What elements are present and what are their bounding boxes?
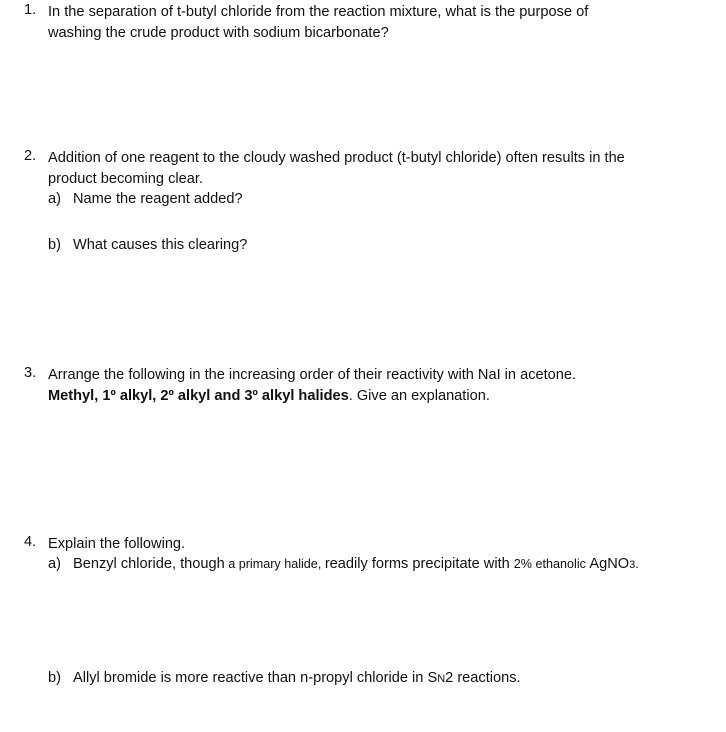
sub-question-text: 2% ethanolic — [513, 557, 590, 571]
question-text-line: Addition of one reagent to the cloudy washed product (t-butyl chloride) often results in the — [48, 150, 625, 166]
sub-question-b — [48, 670, 521, 686]
sub-question-letter: a) — [48, 556, 61, 572]
question-text-line — [48, 386, 714, 407]
question-number: 4. — [24, 534, 37, 550]
halide-list: Methyl, 1º alkyl, 2º alkyl and 3º alkyl halides — [48, 388, 349, 404]
sub-question-text: Benzyl chloride, though — [73, 556, 225, 572]
question-number: 3. — [24, 365, 37, 381]
question-number: 1. — [24, 2, 37, 18]
sub-question-text: Name the reagent added? — [73, 191, 243, 207]
sub-question-letter: a) — [48, 191, 61, 207]
sub-question-text: a primary halide, — [224, 557, 325, 571]
question-text-line: Explain the following. — [48, 536, 186, 552]
chemical-formula-subscript: 3 — [629, 559, 636, 571]
question-text-line: washing the crude product with sodium bicarbonate? — [48, 25, 389, 41]
sub-question-a — [48, 191, 243, 207]
sub-question-text: readily forms precipitate with — [324, 556, 514, 572]
sub-question-b — [48, 237, 247, 253]
question-text-tail: . Give an explanation. — [348, 388, 490, 404]
chemical-formula: AgNO — [589, 556, 630, 572]
question-text-line: Arrange the following in the increasing order of their reactivity with NaI in acetone. — [48, 367, 577, 383]
question-text-line: product becoming clear. — [48, 171, 203, 187]
sub-question-text: 2 reactions. — [445, 670, 521, 686]
question-number: 2. — [24, 148, 37, 164]
question-text-line: In the separation of t-butyl chloride from the reaction mixture, what is the purpose of — [48, 4, 589, 20]
sub-question-letter: b) — [48, 237, 61, 253]
sub-question-letter: b) — [48, 670, 61, 686]
sub-question-a — [48, 556, 639, 572]
sub-question-text: What causes this clearing? — [73, 237, 248, 253]
sub-question-text: . — [635, 557, 639, 571]
sub-question-text: Allyl bromide is more reactive than n-propyl chloride in S — [73, 670, 438, 686]
reaction-type-subscript: N — [437, 673, 446, 685]
